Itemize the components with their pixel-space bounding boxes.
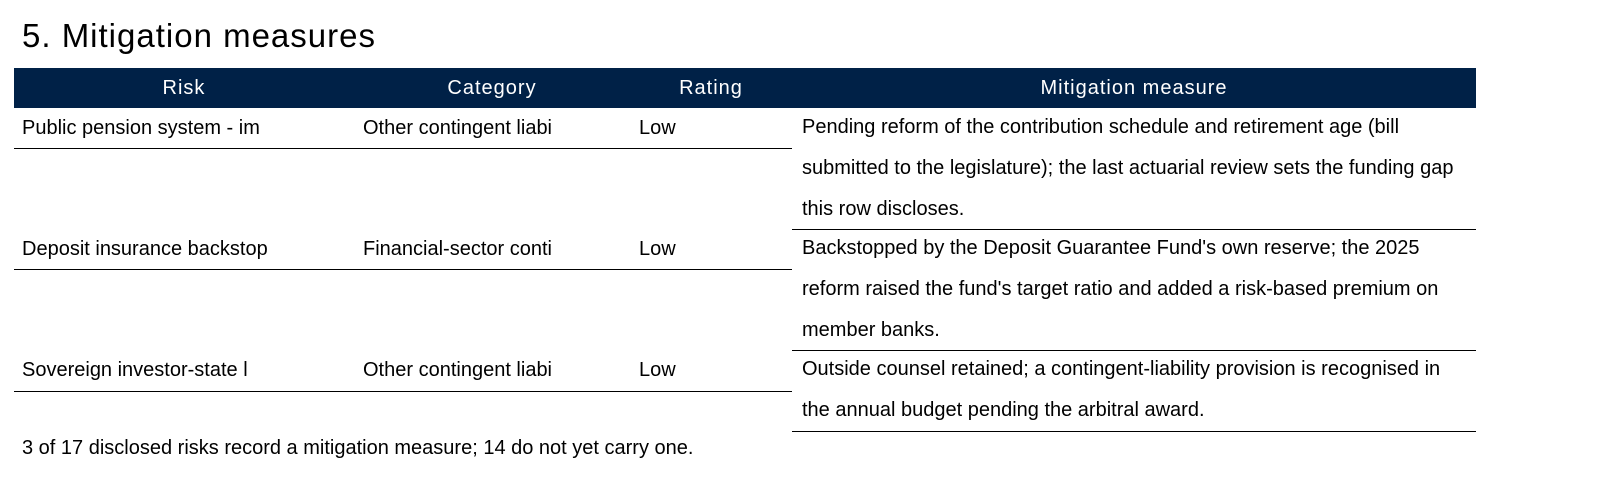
row-2-left-rule (14, 269, 792, 270)
row-2-risk: Deposit insurance backstop (22, 238, 268, 260)
row-3-right-rule (792, 431, 1476, 432)
column-header-risk: Risk (162, 77, 206, 99)
row-3-rating: Low (639, 359, 676, 381)
row-1-mitigation: Pending reform of the contribution schedule and retirement age (bill submitted to the legislature); the last actuarial review sets the funding gap this row discloses. (802, 116, 1454, 220)
row-1-left-rule (14, 148, 792, 149)
section-title: 5. Mitigation measures (22, 17, 376, 54)
row-3-mitigation: Outside counsel retained; a contingent-liability provision is recognised in the annual budget pending the arbitral award. (802, 358, 1441, 421)
row-1-category: Other contingent liabi (363, 117, 553, 139)
row-1-risk: Public pension system - im (22, 117, 260, 139)
table-footnote: 3 of 17 disclosed risks record a mitigation measure; 14 do not yet carry one. (22, 437, 694, 459)
row-2-mitigation: Backstopped by the Deposit Guarantee Fund's own reserve; the 2025 reform raised the fund's target ratio and added a risk-based premium on member banks. (802, 237, 1439, 341)
row-3-category: Other contingent liabi (363, 359, 553, 381)
column-header-category: Category (447, 77, 537, 99)
row-3-left-rule (14, 391, 792, 392)
row-3-risk: Sovereign investor-state l (22, 359, 248, 381)
row-2-rating: Low (639, 238, 676, 260)
row-1-rating: Low (639, 117, 676, 139)
column-header-mitigation: Mitigation measure (1040, 77, 1228, 99)
row-2-category: Financial-sector conti (363, 238, 552, 260)
column-header-rating: Rating (679, 77, 743, 99)
